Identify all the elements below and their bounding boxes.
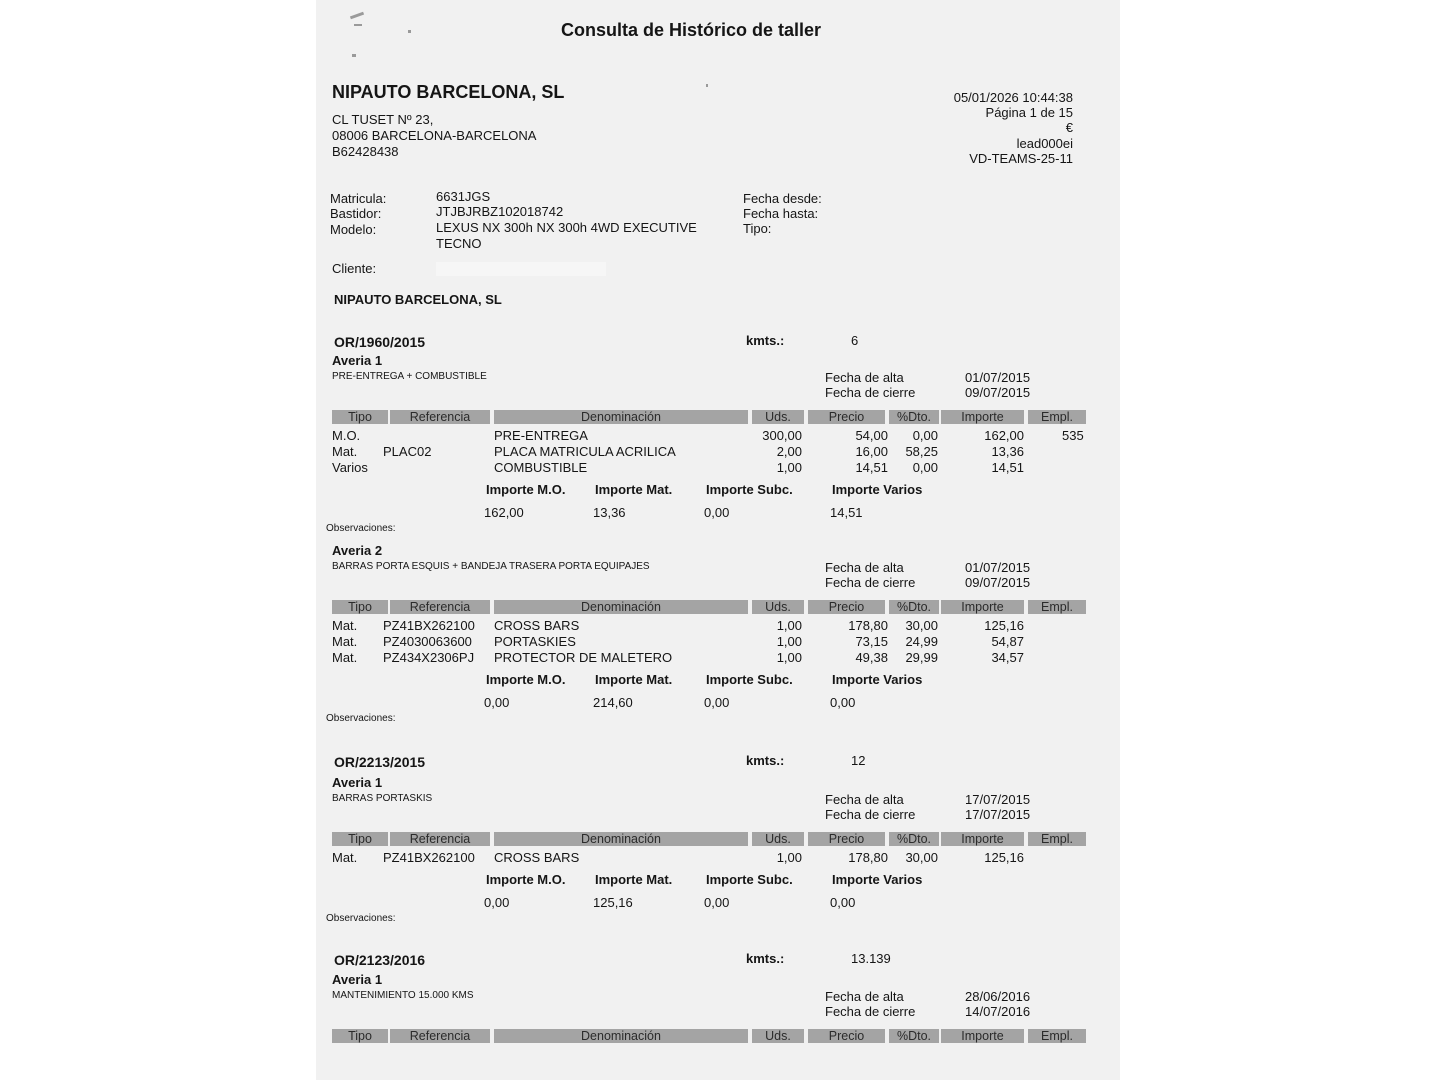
line-tipo: M.O. (332, 428, 361, 443)
fecha-alta-value: 01/07/2015 (965, 370, 1031, 385)
fecha-desde-label: Fecha desde: (743, 191, 822, 206)
line-uds: 1,00 (776, 850, 802, 865)
page-title: Consulta de Histórico de taller (561, 20, 822, 40)
column-header-precio: Precio (808, 832, 885, 846)
bastidor-value: JTJBJRBZ102018742 (436, 204, 564, 219)
fecha-alta-value: 17/07/2015 (965, 792, 1031, 807)
line-precio: 49,38 (855, 650, 888, 665)
line-empl: 535 (1062, 428, 1084, 443)
observaciones-label: Observaciones: (326, 913, 396, 924)
total-label: Importe M.O. (486, 672, 566, 687)
line-importe: 125,16 (984, 618, 1024, 633)
column-header-denominacion: Denominación (494, 600, 748, 614)
line-uds: 1,00 (776, 460, 802, 475)
fecha-cierre-value: 14/07/2016 (965, 1004, 1031, 1019)
total-label: Importe Subc. (706, 672, 793, 687)
fecha-alta-value: 28/06/2016 (965, 989, 1031, 1004)
column-header-denominacion: Denominación (494, 410, 748, 424)
total-label: Importe Mat. (595, 482, 673, 497)
total-value: 0,00 (704, 695, 730, 710)
column-header-precio: Precio (808, 1029, 885, 1043)
total-label: Importe Varios (832, 872, 923, 887)
kmts-value: 13.139 (851, 951, 891, 966)
observaciones-label: Observaciones: (326, 713, 396, 724)
line-dto: 0,00 (912, 428, 938, 443)
line-table-header (316, 600, 1120, 614)
line-precio: 178,80 (848, 618, 888, 633)
scan-speck (408, 30, 411, 33)
line-dto: 58,25 (905, 444, 938, 459)
total-value: 0,00 (704, 505, 730, 520)
line-denominacion: PORTASKIES (494, 634, 576, 649)
total-label: Importe Varios (832, 482, 923, 497)
averia-description: BARRAS PORTASKIS (332, 793, 433, 804)
averia-title: Averia 1 (332, 775, 383, 790)
table-row (316, 618, 1120, 634)
fecha-cierre-value: 09/07/2015 (965, 575, 1031, 590)
fecha-alta-label: Fecha de alta (825, 370, 904, 385)
observaciones-label: Observaciones: (326, 523, 396, 534)
line-table-header (316, 410, 1120, 424)
column-header-importe: Importe (941, 1029, 1024, 1043)
averia-title: Averia 2 (332, 543, 383, 558)
total-label: Importe Varios (832, 672, 923, 687)
total-label: Importe M.O. (486, 872, 566, 887)
kmts-value: 12 (851, 753, 866, 768)
averia-description: BARRAS PORTA ESQUIS + BANDEJA TRASERA PORTA EQUIPAJES (332, 561, 650, 572)
line-dto: 24,99 (905, 634, 938, 649)
fecha-cierre-label: Fecha de cierre (825, 575, 916, 590)
column-header-empl: Empl. (1028, 1029, 1086, 1043)
scan-speck (350, 12, 364, 20)
line-referencia: PZ41BX262100 (383, 618, 475, 633)
company-name: NIPAUTO BARCELONA, SL (332, 82, 565, 102)
table-row (316, 460, 1120, 476)
document-page (316, 0, 1120, 1080)
line-referencia: PZ4030063600 (383, 634, 472, 649)
total-value: 0,00 (484, 695, 510, 710)
line-dto: 0,00 (912, 460, 938, 475)
line-tipo: Varios (332, 460, 368, 475)
company-address-line-2: 08006 BARCELONA-BARCELONA (332, 128, 537, 143)
line-importe: 125,16 (984, 850, 1024, 865)
line-tipo: Mat. (332, 618, 358, 633)
total-value: 13,36 (593, 505, 626, 520)
total-label: Importe Subc. (706, 482, 793, 497)
total-label: Importe Mat. (595, 672, 673, 687)
line-denominacion: CROSS BARS (494, 618, 580, 633)
total-label: Importe Subc. (706, 872, 793, 887)
line-precio: 14,51 (855, 460, 888, 475)
line-denominacion: CROSS BARS (494, 850, 580, 865)
order-number: OR/2123/2016 (334, 952, 426, 968)
line-referencia: PLAC02 (383, 444, 432, 459)
line-precio: 16,00 (855, 444, 888, 459)
averia-description: MANTENIMIENTO 15.000 KMS (332, 990, 474, 1001)
line-referencia: PZ41BX262100 (383, 850, 475, 865)
line-table-header (316, 832, 1120, 846)
column-header-dto: %Dto. (889, 410, 939, 424)
column-header-precio: Precio (808, 410, 885, 424)
company-address-line-1: CL TUSET Nº 23, (332, 112, 434, 127)
total-value: 162,00 (484, 505, 524, 520)
line-importe: 54,87 (991, 634, 1024, 649)
column-header-tipo: Tipo (332, 1029, 388, 1043)
total-value: 0,00 (484, 895, 510, 910)
kmts-label: kmts.: (746, 753, 785, 768)
modelo-value-line-2: TECNO (436, 236, 482, 251)
fecha-cierre-value: 17/07/2015 (965, 807, 1031, 822)
line-tipo: Mat. (332, 444, 358, 459)
total-value: 125,16 (593, 895, 633, 910)
column-header-empl: Empl. (1028, 410, 1086, 424)
line-table-header (316, 1029, 1120, 1043)
line-importe: 13,36 (991, 444, 1024, 459)
kmts-value: 6 (851, 333, 859, 348)
report-code: VD-TEAMS-25-11 (969, 151, 1073, 166)
column-header-dto: %Dto. (889, 1029, 939, 1043)
table-row (316, 428, 1120, 444)
line-importe: 162,00 (984, 428, 1024, 443)
order-number: OR/2213/2015 (334, 754, 426, 770)
scan-speck (352, 54, 356, 57)
fecha-cierre-label: Fecha de cierre (825, 1004, 916, 1019)
fecha-alta-label: Fecha de alta (825, 560, 904, 575)
column-header-dto: %Dto. (889, 600, 939, 614)
cliente-label: Cliente: (332, 261, 377, 276)
column-header-uds: Uds. (752, 600, 804, 614)
line-denominacion: PLACA MATRICULA ACRILICA (494, 444, 676, 459)
cliente-name: NIPAUTO BARCELONA, SL (334, 292, 502, 307)
currency-symbol: € (1065, 120, 1073, 135)
column-header-importe: Importe (941, 832, 1024, 846)
column-header-empl: Empl. (1028, 832, 1086, 846)
line-referencia: PZ434X2306PJ (383, 650, 475, 665)
column-header-dto: %Dto. (889, 832, 939, 846)
table-row (316, 850, 1120, 866)
column-header-referencia: Referencia (390, 410, 490, 424)
line-denominacion: PRE-ENTREGA (494, 428, 588, 443)
scan-speck (706, 84, 708, 87)
line-tipo: Mat. (332, 850, 358, 865)
column-header-uds: Uds. (752, 832, 804, 846)
matricula-label: Matricula: (330, 191, 387, 206)
column-header-referencia: Referencia (390, 1029, 490, 1043)
line-precio: 178,80 (848, 850, 888, 865)
line-dto: 30,00 (905, 618, 938, 633)
line-precio: 73,15 (855, 634, 888, 649)
fecha-alta-label: Fecha de alta (825, 989, 904, 1004)
total-value: 0,00 (704, 895, 730, 910)
line-precio: 54,00 (855, 428, 888, 443)
kmts-label: kmts.: (746, 951, 785, 966)
table-row (316, 650, 1120, 666)
table-row (316, 444, 1120, 460)
line-importe: 14,51 (991, 460, 1024, 475)
column-header-referencia: Referencia (390, 832, 490, 846)
column-header-tipo: Tipo (332, 600, 388, 614)
column-header-importe: Importe (941, 600, 1024, 614)
fecha-cierre-label: Fecha de cierre (825, 385, 916, 400)
line-dto: 29,99 (905, 650, 938, 665)
total-value: 0,00 (830, 895, 856, 910)
column-header-uds: Uds. (752, 1029, 804, 1043)
line-uds: 1,00 (776, 618, 802, 633)
bastidor-label: Bastidor: (330, 206, 382, 221)
redacted-client-field (436, 262, 606, 276)
line-uds: 2,00 (776, 444, 802, 459)
line-uds: 1,00 (776, 634, 802, 649)
column-header-tipo: Tipo (332, 410, 388, 424)
averia-title: Averia 1 (332, 353, 383, 368)
line-uds: 300,00 (762, 428, 802, 443)
column-header-empl: Empl. (1028, 600, 1086, 614)
line-tipo: Mat. (332, 650, 358, 665)
total-value: 14,51 (830, 505, 863, 520)
line-denominacion: PROTECTOR DE MALETERO (494, 650, 673, 665)
averia-description: PRE-ENTREGA + COMBUSTIBLE (332, 371, 487, 382)
fecha-cierre-value: 09/07/2015 (965, 385, 1031, 400)
order-number: OR/1960/2015 (334, 334, 426, 350)
fecha-alta-label: Fecha de alta (825, 792, 904, 807)
total-value: 0,00 (830, 695, 856, 710)
line-denominacion: COMBUSTIBLE (494, 460, 588, 475)
kmts-label: kmts.: (746, 333, 785, 348)
matricula-value: 6631JGS (436, 189, 491, 204)
column-header-importe: Importe (941, 410, 1024, 424)
modelo-value-line-1: LEXUS NX 300h NX 300h 4WD EXECUTIVE (436, 220, 697, 235)
total-value: 214,60 (593, 695, 633, 710)
fecha-hasta-label: Fecha hasta: (743, 206, 819, 221)
line-tipo: Mat. (332, 634, 358, 649)
column-header-referencia: Referencia (390, 600, 490, 614)
scan-speck (354, 24, 362, 26)
line-importe: 34,57 (991, 650, 1024, 665)
column-header-precio: Precio (808, 600, 885, 614)
company-tax-id: B62428438 (332, 144, 399, 159)
column-header-tipo: Tipo (332, 832, 388, 846)
total-label: Importe Mat. (595, 872, 673, 887)
page-indicator: Página 1 de 15 (985, 105, 1073, 120)
table-row (316, 634, 1120, 650)
user-code: lead000ei (1016, 136, 1073, 151)
fecha-alta-value: 01/07/2015 (965, 560, 1031, 575)
column-header-uds: Uds. (752, 410, 804, 424)
column-header-denominacion: Denominación (494, 1029, 748, 1043)
report-datetime: 05/01/2026 10:44:38 (953, 90, 1073, 105)
column-header-denominacion: Denominación (494, 832, 748, 846)
averia-title: Averia 1 (332, 972, 383, 987)
line-dto: 30,00 (905, 850, 938, 865)
tipo-label: Tipo: (743, 221, 772, 236)
modelo-label: Modelo: (330, 222, 377, 237)
total-label: Importe M.O. (486, 482, 566, 497)
line-uds: 1,00 (776, 650, 802, 665)
fecha-cierre-label: Fecha de cierre (825, 807, 916, 822)
